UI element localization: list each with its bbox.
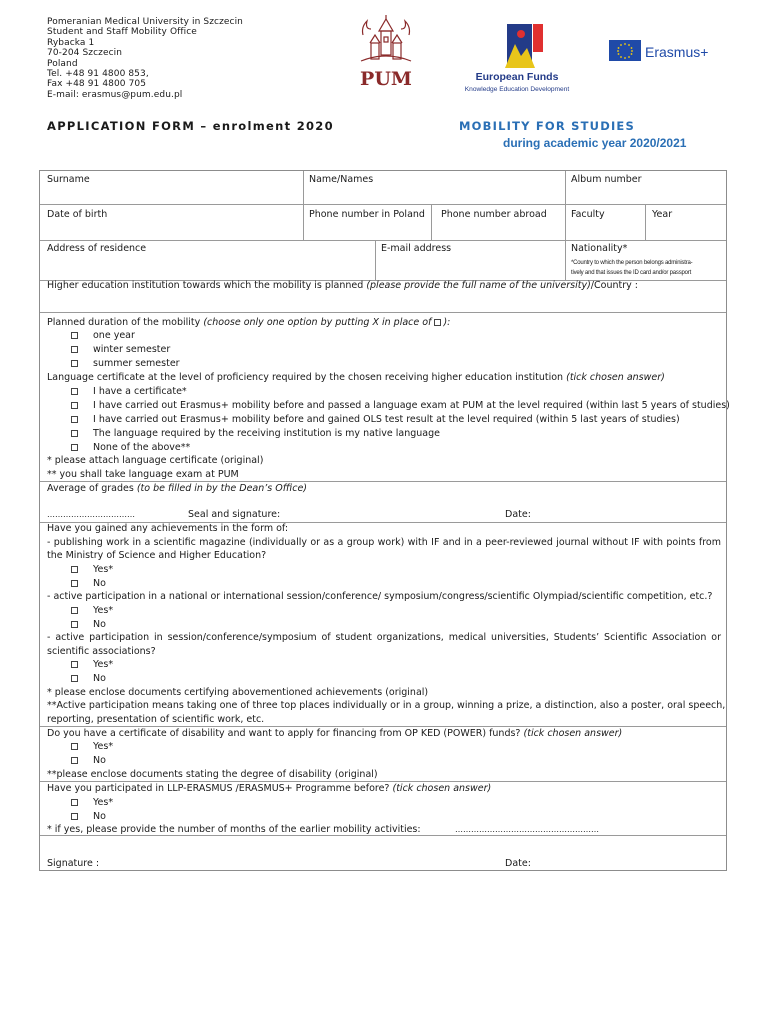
achievements-footnote-cont: reporting, presentation of scientific work, etc.: [47, 714, 265, 725]
language-label-text: Language certificate at the level of proficiency required by the chosen receiving higher education institution: [47, 372, 564, 383]
disability-footnote: **please enclose documents stating the degree of disability (original): [47, 769, 378, 780]
erasmus-logo-text: Erasmus+: [645, 44, 709, 60]
disability-note: (tick chosen answer): [523, 728, 623, 739]
nationality-note: *Country to which the person belongs administra-: [571, 260, 693, 266]
checkbox-icon[interactable]: [71, 346, 78, 353]
option-label: I have carried out Erasmus+ mobility before and gained OLS test result at the level required (within 5 last years of studies): [93, 414, 680, 425]
student-yes-option[interactable]: [93, 658, 113, 672]
application-form: [39, 170, 730, 871]
mobility-title: MOBILITY FOR STUDIES: [459, 119, 635, 133]
duration-note-end: ):: [443, 317, 451, 328]
checkbox-icon[interactable]: [71, 430, 78, 437]
option-label: No: [93, 673, 106, 684]
album-number-label: Album number: [571, 174, 642, 185]
duration-label-text: Planned duration of the mobility: [47, 317, 201, 328]
signature-label: Signature :: [47, 858, 100, 869]
phone-poland-label: Phone number in Poland: [309, 209, 425, 220]
language-option[interactable]: [93, 441, 190, 455]
signature-date-label: Date:: [505, 858, 531, 869]
checkbox-icon[interactable]: [71, 402, 78, 409]
institution-label-text: Higher education institution towards which the mobility is planned: [47, 280, 364, 291]
llp-label-text: Have you participated in LLP-ERASMUS /ERASMUS+ Programme before?: [47, 783, 390, 794]
checkbox-icon[interactable]: [71, 388, 78, 395]
disability-label-text: Do you have a certificate of disability and want to apply for financing from OP KED (POWER) funds?: [47, 728, 521, 739]
achievements-footnote: **Active participation means taking one of three top places individually or in a group, winning a prize, a distinction, also a poster, oral speech,: [47, 700, 726, 711]
institution-note: (please provide the full name of the university): [366, 280, 591, 291]
grades-label-text: Average of grades: [47, 483, 134, 494]
language-option[interactable]: [93, 427, 440, 441]
european-funds-title: European Funds: [475, 71, 559, 83]
option-label: summer semester: [93, 358, 180, 369]
checkbox-icon[interactable]: [71, 799, 78, 806]
student-no-option[interactable]: [93, 672, 106, 686]
checkbox-icon[interactable]: [71, 360, 78, 367]
surname-label: Surname: [47, 174, 90, 185]
language-footnote: ** you shall take language exam at PUM: [47, 469, 239, 480]
publishing-yes-option[interactable]: [93, 563, 113, 577]
checkbox-icon[interactable]: [71, 332, 78, 339]
checkbox-icon[interactable]: [71, 757, 78, 764]
institution-suffix: /Country :: [590, 280, 638, 291]
grades-dots: ……………………………: [47, 510, 135, 519]
option-label: Yes*: [93, 564, 114, 575]
checkbox-icon[interactable]: [71, 661, 78, 668]
disability-label: [47, 727, 622, 741]
form-title: APPLICATION FORM – enrolment 2020: [47, 119, 334, 133]
faculty-label: Faculty: [571, 209, 605, 220]
llp-yes-option[interactable]: [93, 796, 113, 810]
language-label: [47, 371, 665, 385]
nationality-label: Nationality*: [571, 243, 628, 254]
address-line: Rybacka 1: [47, 37, 95, 48]
national-yes-option[interactable]: [93, 604, 113, 618]
checkbox-icon[interactable]: [71, 621, 78, 628]
checkbox-icon[interactable]: [71, 607, 78, 614]
year-label: Year: [652, 209, 673, 220]
achievement-question-student-cont: scientific associations?: [47, 646, 156, 657]
grades-label: [47, 482, 307, 496]
llp-note: (tick chosen answer): [392, 783, 492, 794]
llp-months-dots: ………………………………………………: [455, 825, 599, 834]
grades-date-label: Date:: [505, 509, 531, 520]
address-label: Address of residence: [47, 243, 147, 254]
disability-no-option[interactable]: [93, 754, 106, 768]
checkbox-icon[interactable]: [71, 675, 78, 682]
option-label: None of the above**: [93, 442, 191, 453]
option-label: No: [93, 811, 106, 822]
language-option[interactable]: [93, 413, 680, 427]
university-address: [47, 17, 243, 100]
duration-option[interactable]: [93, 357, 180, 371]
disability-yes-option[interactable]: [93, 740, 113, 754]
achievement-question-national: - active participation in a national or international session/conference/ symposium/congress/scientific Olympiad/scientific competition, etc.?: [47, 591, 713, 602]
option-label: The language required by the receiving institution is my native language: [93, 428, 440, 439]
achievement-question-publishing-cont: the Ministry of Science and Higher Education?: [47, 550, 267, 561]
language-option[interactable]: [93, 399, 730, 413]
institution-label: [47, 279, 638, 293]
academic-year: during academic year 2020/2021: [503, 136, 687, 150]
pum-logo-text: PUM: [360, 68, 412, 90]
address-line: Pomeranian Medical University in Szczecin: [47, 17, 243, 27]
option-label: No: [93, 578, 106, 589]
checkbox-icon[interactable]: [71, 444, 78, 451]
duration-note: (choose only one option by putting X in place of: [203, 317, 432, 328]
checkbox-icon[interactable]: [71, 580, 78, 587]
address-line: 70-204 Szczecin: [47, 48, 123, 59]
nationality-note: tively and that issues the ID card and/or passport: [571, 270, 692, 276]
email-label: E-mail address: [381, 243, 452, 254]
address-line: E-mail: erasmus@pum.edu.pl: [47, 89, 183, 100]
checkbox-icon: [434, 319, 441, 326]
option-label: Yes*: [93, 741, 114, 752]
option-label: No: [93, 619, 106, 630]
option-label: I have a certificate*: [93, 386, 187, 397]
address-line: Tel. +48 91 4800 853,: [47, 69, 149, 80]
option-label: Yes*: [93, 605, 114, 616]
language-footnote: * please attach language certificate (original): [47, 455, 264, 466]
phone-abroad-label: Phone number abroad: [441, 209, 547, 220]
date-of-birth-label: Date of birth: [47, 209, 108, 220]
llp-footnote: * if yes, please provide the number of months of the earlier mobility activities:: [47, 824, 421, 835]
duration-option[interactable]: [93, 343, 170, 357]
option-label: No: [93, 755, 106, 766]
language-note: (tick chosen answer): [566, 372, 665, 383]
option-label: Yes*: [93, 659, 114, 670]
checkbox-icon[interactable]: [71, 743, 78, 750]
checkbox-icon[interactable]: [71, 416, 78, 423]
grades-note: (to be filled in by the Dean’s Office): [136, 483, 307, 494]
checkbox-icon[interactable]: [71, 566, 78, 573]
duration-label: [47, 316, 450, 330]
address-line: Student and Staff Mobility Office: [47, 27, 197, 38]
achievements-footnote: * please enclose documents certifying abovementioned achievements (original): [47, 687, 429, 698]
checkbox-icon[interactable]: [71, 813, 78, 820]
national-no-option[interactable]: [93, 618, 106, 632]
erasmus-logo: [609, 40, 721, 62]
seal-signature-label: Seal and signature:: [188, 509, 281, 520]
llp-no-option[interactable]: [93, 810, 106, 824]
achievement-question-student: - active participation in session/conference/symposium of student organizations, medical universities, Students’ Scientific Association or: [47, 632, 721, 643]
publishing-no-option[interactable]: [93, 577, 106, 591]
option-label: I have carried out Erasmus+ mobility before and passed a language exam at PUM at the level required (within last 5 years of studies): [93, 400, 730, 411]
address-line: Fax +48 91 4800 705: [47, 79, 147, 90]
llp-label: [47, 782, 491, 796]
option-label: one year: [93, 330, 135, 341]
duration-option[interactable]: [93, 329, 135, 343]
option-label: winter semester: [93, 344, 171, 355]
option-label: Yes*: [93, 797, 114, 808]
address-line: Poland: [47, 58, 78, 69]
european-funds-logo: [447, 18, 587, 96]
language-option[interactable]: [93, 385, 187, 399]
achievement-question-publishing: - publishing work in a scientific magazine (individually or as a group work) with IF and in a peer-reviewed journal without IF with points from: [47, 537, 721, 548]
european-funds-subtitle: Knowledge Education Development: [464, 86, 570, 93]
pum-logo: [355, 15, 417, 93]
names-label: Name/Names: [309, 174, 374, 185]
achievements-label: Have you gained any achievements in the form of:: [47, 523, 289, 534]
